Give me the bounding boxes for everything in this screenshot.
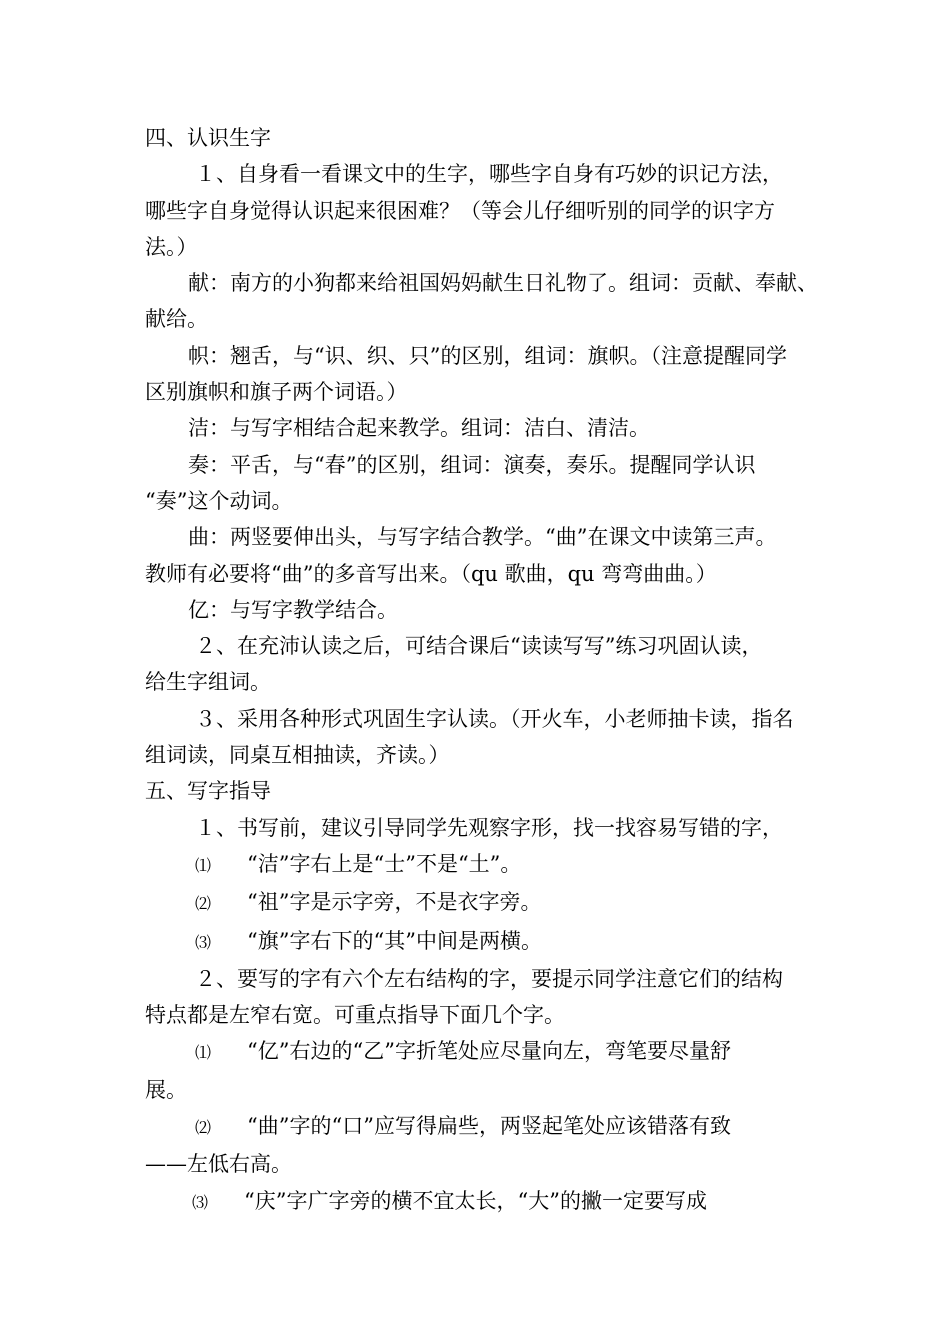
list-item bbox=[145, 1108, 813, 1146]
list-item bbox=[145, 846, 813, 884]
list-item-text: “庆”字广字旁的横不宜太长，“大”的撇一定要写成 bbox=[244, 1188, 707, 1213]
paragraph-line: 曲：两竖要伸出头，与写字结合教学。“曲”在课文中读第三声。 bbox=[188, 525, 777, 550]
paragraph-line: 区别旗帜和旗子两个词语。） bbox=[145, 380, 408, 405]
paragraph-line: １、自身看一看课文中的生字，哪些字自身有巧妙的识记方法， bbox=[195, 162, 783, 187]
paragraph-line: 献给。 bbox=[145, 307, 208, 332]
section-heading-5: 五、写字指导 bbox=[145, 779, 271, 804]
paragraph-line: 献：南方的小狗都来给祖国妈妈献生日礼物了。组词：贡献、奉献、 bbox=[188, 271, 818, 296]
list-marker: ⑶ bbox=[195, 932, 212, 952]
paragraph-line: 亿：与写字教学结合。 bbox=[188, 597, 398, 622]
paragraph-line: 法。） bbox=[145, 234, 198, 259]
list-marker: ⑶ bbox=[192, 1192, 209, 1212]
paragraph-line: ２、要写的字有六个左右结构的字，要提示同学注意它们的结构 bbox=[195, 966, 783, 991]
paragraph-line: 帜：翘舌，与“识、织、只”的区别，组词：旗帜。（注意提醒同学 bbox=[188, 343, 787, 368]
paragraph-line: “奏”这个动词。 bbox=[145, 488, 293, 513]
paragraph-line: 奏：平舌，与“春”的区别，组词：演奏，奏乐。提醒同学认识 bbox=[188, 452, 756, 477]
list-item-text: “旗”字右下的“其”中间是两横。 bbox=[247, 928, 542, 953]
paragraph-line: １、书写前，建议引导同学先观察字形，找一找容易写错的字， bbox=[195, 815, 783, 840]
list-marker: ⑵ bbox=[195, 1118, 212, 1138]
list-item-text: “洁”字右上是“士”不是“土”。 bbox=[247, 851, 522, 876]
paragraph-line: 洁：与写字相结合起来教学。组词：洁白、清洁。 bbox=[188, 416, 650, 441]
paragraph-line: 哪些字自身觉得认识起来很困难？（等会儿仔细听别的同学的识字方 bbox=[145, 198, 775, 223]
list-item-text: “祖”字是示字旁，不是衣字旁。 bbox=[247, 890, 542, 915]
paragraph-line: 特点都是左窄右宽。可重点指导下面几个字。 bbox=[145, 1003, 565, 1028]
paragraph-line: ３、采用各种形式巩固生字认读。（开火车，小老师抽卡读，指名 bbox=[195, 706, 794, 731]
paragraph-line: 教师有必要将“曲”的多音写出来。（qu 歌曲，qu 弯弯曲曲。） bbox=[145, 561, 717, 586]
section-heading-4: 四、认识生字 bbox=[145, 126, 271, 150]
list-item bbox=[145, 1033, 813, 1071]
list-marker: ⑴ bbox=[195, 855, 212, 875]
paragraph-line: 组词读，同桌互相抽读，齐读。） bbox=[145, 743, 450, 768]
list-item-text: “曲”字的“口”应写得扁些，两竖起笔处应该错落有致 bbox=[247, 1114, 731, 1139]
list-marker: ⑴ bbox=[195, 1043, 212, 1063]
list-item bbox=[145, 923, 813, 961]
list-marker: ⑵ bbox=[195, 894, 212, 914]
list-item-text: “亿”右边的“乙”字折笔处应尽量向左，弯笔要尽量舒 bbox=[247, 1039, 731, 1064]
paragraph-line: ——左低右高。 bbox=[145, 1152, 292, 1177]
list-item bbox=[145, 884, 813, 922]
paragraph-line: ２、在充沛认读之后，可结合课后“读读写写”练习巩固认读， bbox=[195, 634, 763, 659]
list-item bbox=[145, 1183, 813, 1221]
paragraph-line: 给生字组词。 bbox=[145, 670, 271, 695]
document-body bbox=[145, 120, 818, 1221]
paragraph-line: 展。 bbox=[145, 1077, 187, 1102]
